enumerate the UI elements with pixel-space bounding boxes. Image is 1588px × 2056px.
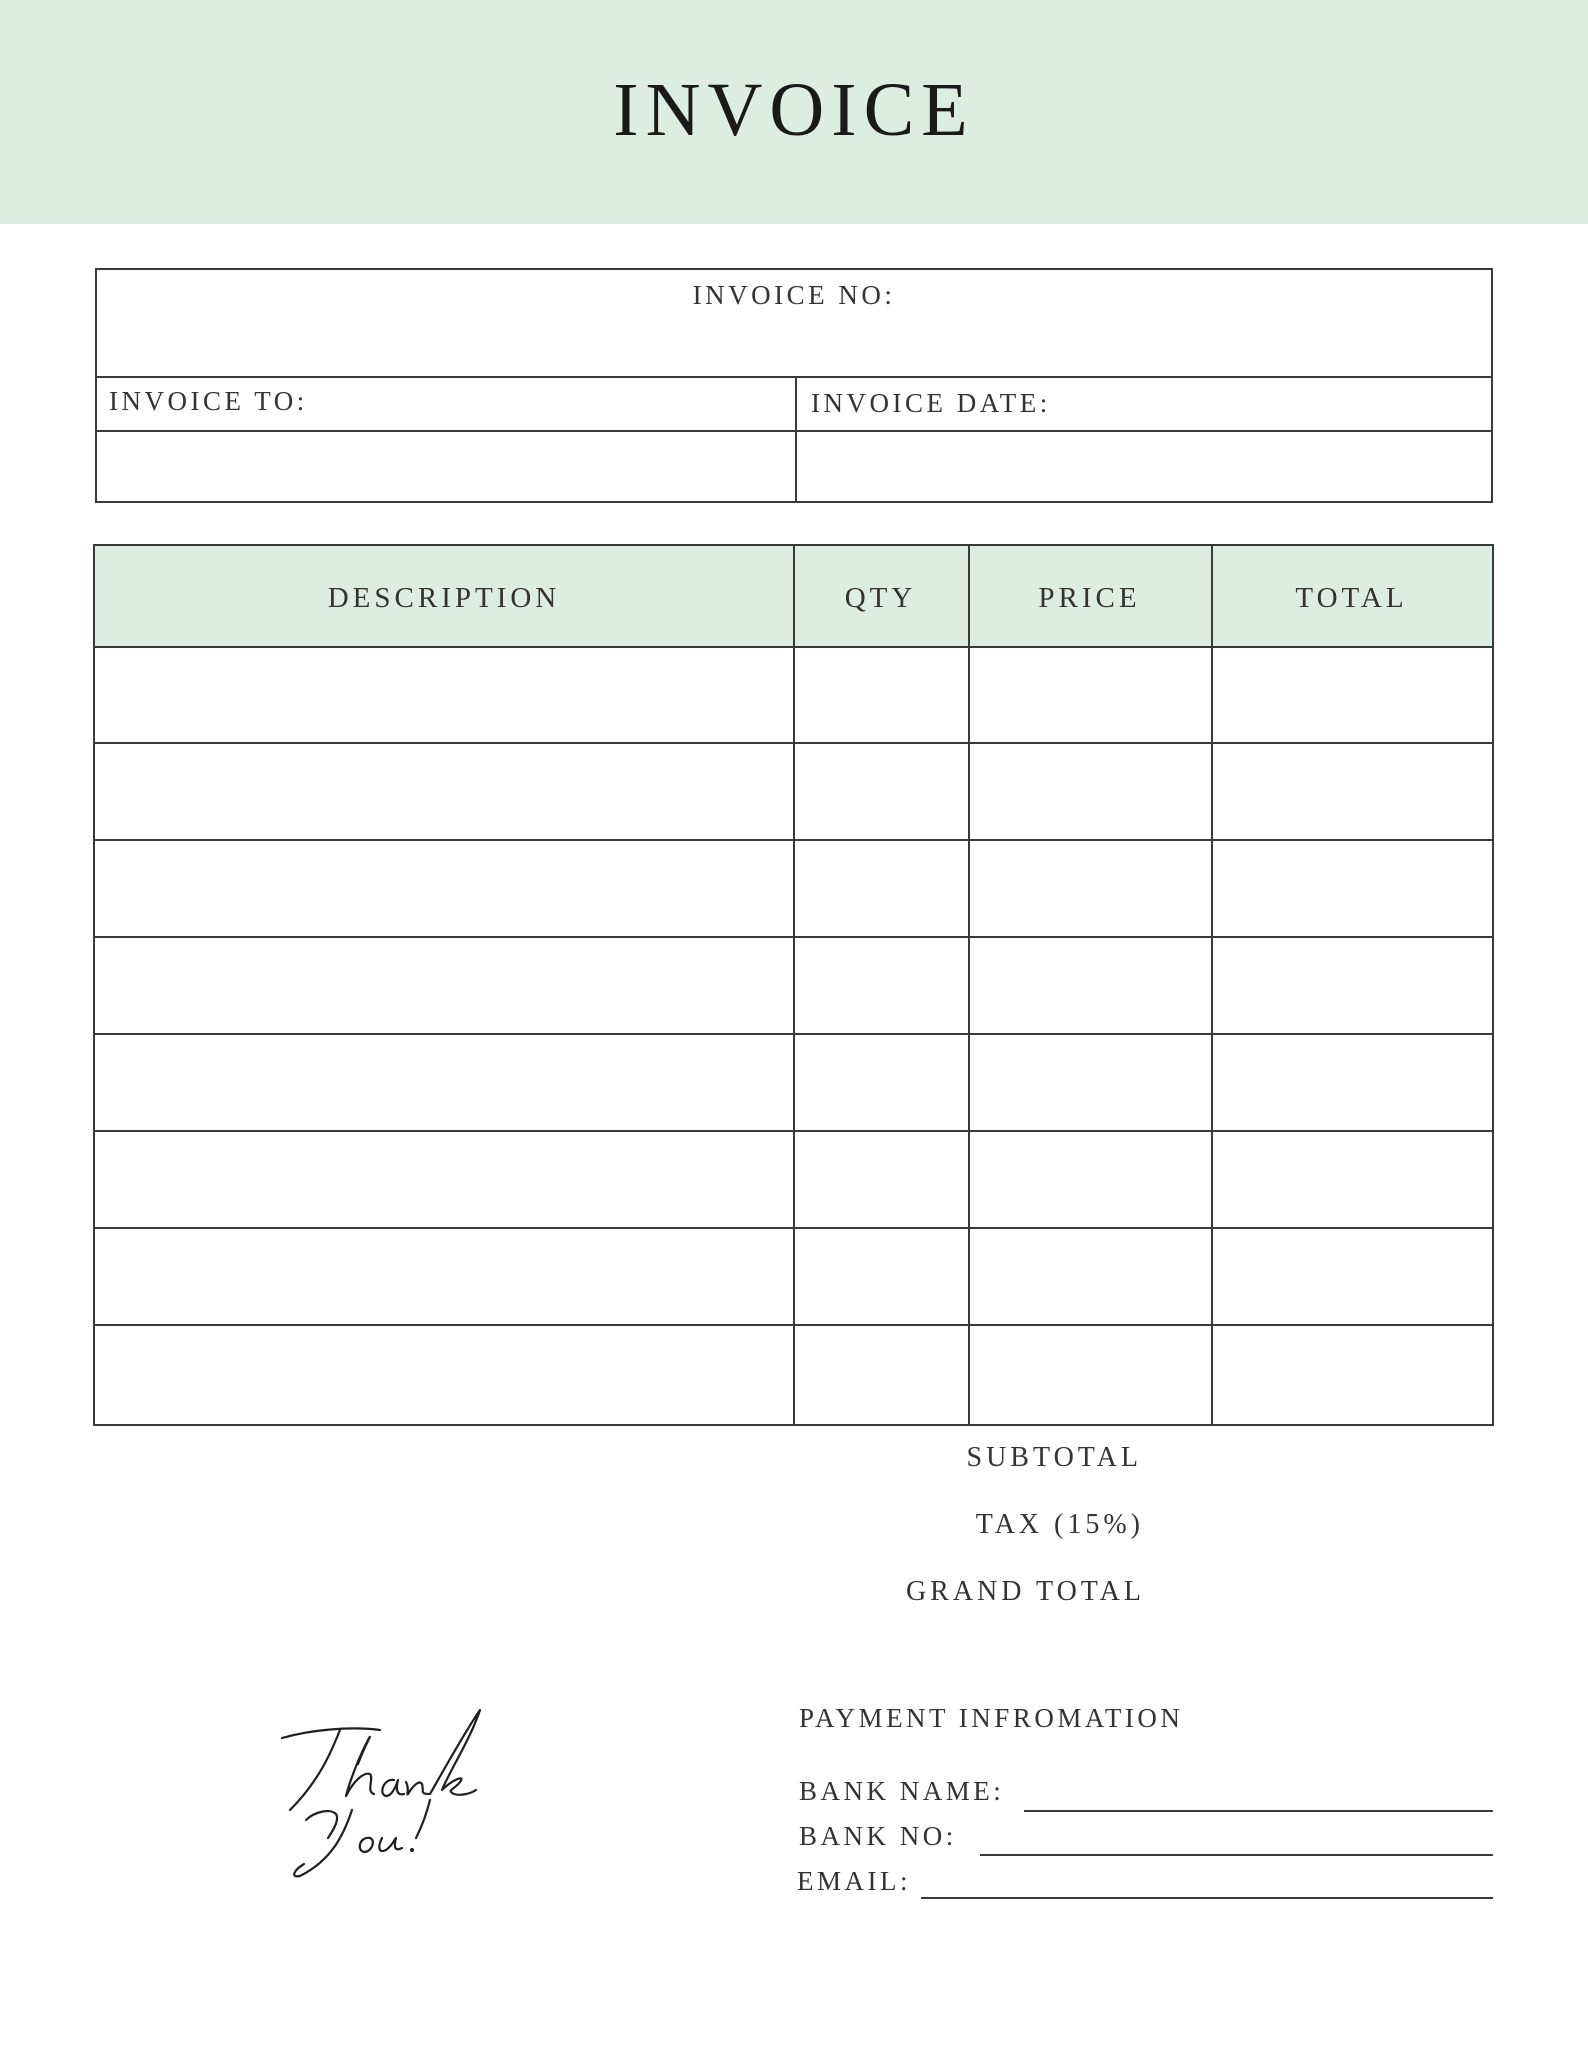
tax-label: TAX (15%) (975, 1509, 1144, 1540)
bank-name-field[interactable] (1024, 1810, 1493, 1812)
table-cell-qty[interactable] (795, 937, 968, 1032)
thank-you-script-graphic (270, 1700, 510, 1880)
table-cell-description[interactable] (95, 937, 793, 1032)
subtotal-label: SUBTOTAL (966, 1442, 1142, 1473)
table-cell-price[interactable] (970, 1325, 1211, 1420)
table-cell-description[interactable] (95, 743, 793, 838)
table-cell-total[interactable] (1213, 646, 1492, 741)
table-cell-description[interactable] (95, 1131, 793, 1226)
invoice-no-label: INVOICE NO: (692, 280, 896, 310)
bank-no-field[interactable] (980, 1854, 1493, 1856)
table-cell-total[interactable] (1213, 1131, 1492, 1226)
table-cell-description[interactable] (95, 840, 793, 935)
table-cell-qty[interactable] (795, 1325, 968, 1420)
invoice-info-box (95, 268, 1493, 503)
page-title: INVOICE (613, 68, 975, 152)
table-cell-description[interactable] (95, 1228, 793, 1323)
table-cell-price[interactable] (970, 646, 1211, 741)
invoice-date-field[interactable] (797, 432, 1491, 501)
invoice-to-label: INVOICE TO: (109, 386, 308, 416)
table-cell-description[interactable] (95, 1034, 793, 1129)
table-cell-qty[interactable] (795, 743, 968, 838)
items-table (93, 544, 1494, 1426)
table-cell-description[interactable] (95, 646, 793, 741)
table-cell-qty[interactable] (795, 1131, 968, 1226)
table-cell-qty[interactable] (795, 646, 968, 741)
table-cell-price[interactable] (970, 937, 1211, 1032)
table-cell-price[interactable] (970, 1034, 1211, 1129)
table-cell-total[interactable] (1213, 937, 1492, 1032)
table-cell-qty[interactable] (795, 1228, 968, 1323)
column-header-qty: QTY (844, 582, 917, 614)
table-cell-total[interactable] (1213, 1325, 1492, 1420)
table-cell-qty[interactable] (795, 1034, 968, 1129)
table-cell-total[interactable] (1213, 743, 1492, 838)
email-field[interactable] (921, 1897, 1493, 1899)
invoice-no-field[interactable] (97, 318, 1491, 374)
table-cell-description[interactable] (95, 1325, 793, 1420)
table-cell-total[interactable] (1213, 1228, 1492, 1323)
payment-heading: PAYMENT INFROMATION (799, 1703, 1184, 1733)
table-cell-qty[interactable] (795, 840, 968, 935)
grand-total-label: GRAND TOTAL (905, 1576, 1145, 1607)
thank-you-signature (270, 1700, 510, 1885)
column-header-price: PRICE (1038, 582, 1141, 614)
table-cell-total[interactable] (1213, 840, 1492, 935)
table-cell-price[interactable] (970, 1131, 1211, 1226)
column-header-description: DESCRIPTION (327, 582, 561, 614)
table-cell-price[interactable] (970, 743, 1211, 838)
column-header-total: TOTAL (1295, 582, 1408, 614)
info-divider-top (97, 376, 1491, 378)
table-cell-total[interactable] (1213, 1034, 1492, 1129)
invoice-date-label: INVOICE DATE: (811, 388, 1051, 418)
invoice-to-field[interactable] (97, 432, 795, 501)
bank-name-label: BANK NAME: (799, 1776, 1005, 1806)
table-cell-price[interactable] (970, 1228, 1211, 1323)
email-label: EMAIL: (797, 1866, 911, 1896)
table-cell-price[interactable] (970, 840, 1211, 935)
bank-no-label: BANK NO: (799, 1821, 957, 1851)
